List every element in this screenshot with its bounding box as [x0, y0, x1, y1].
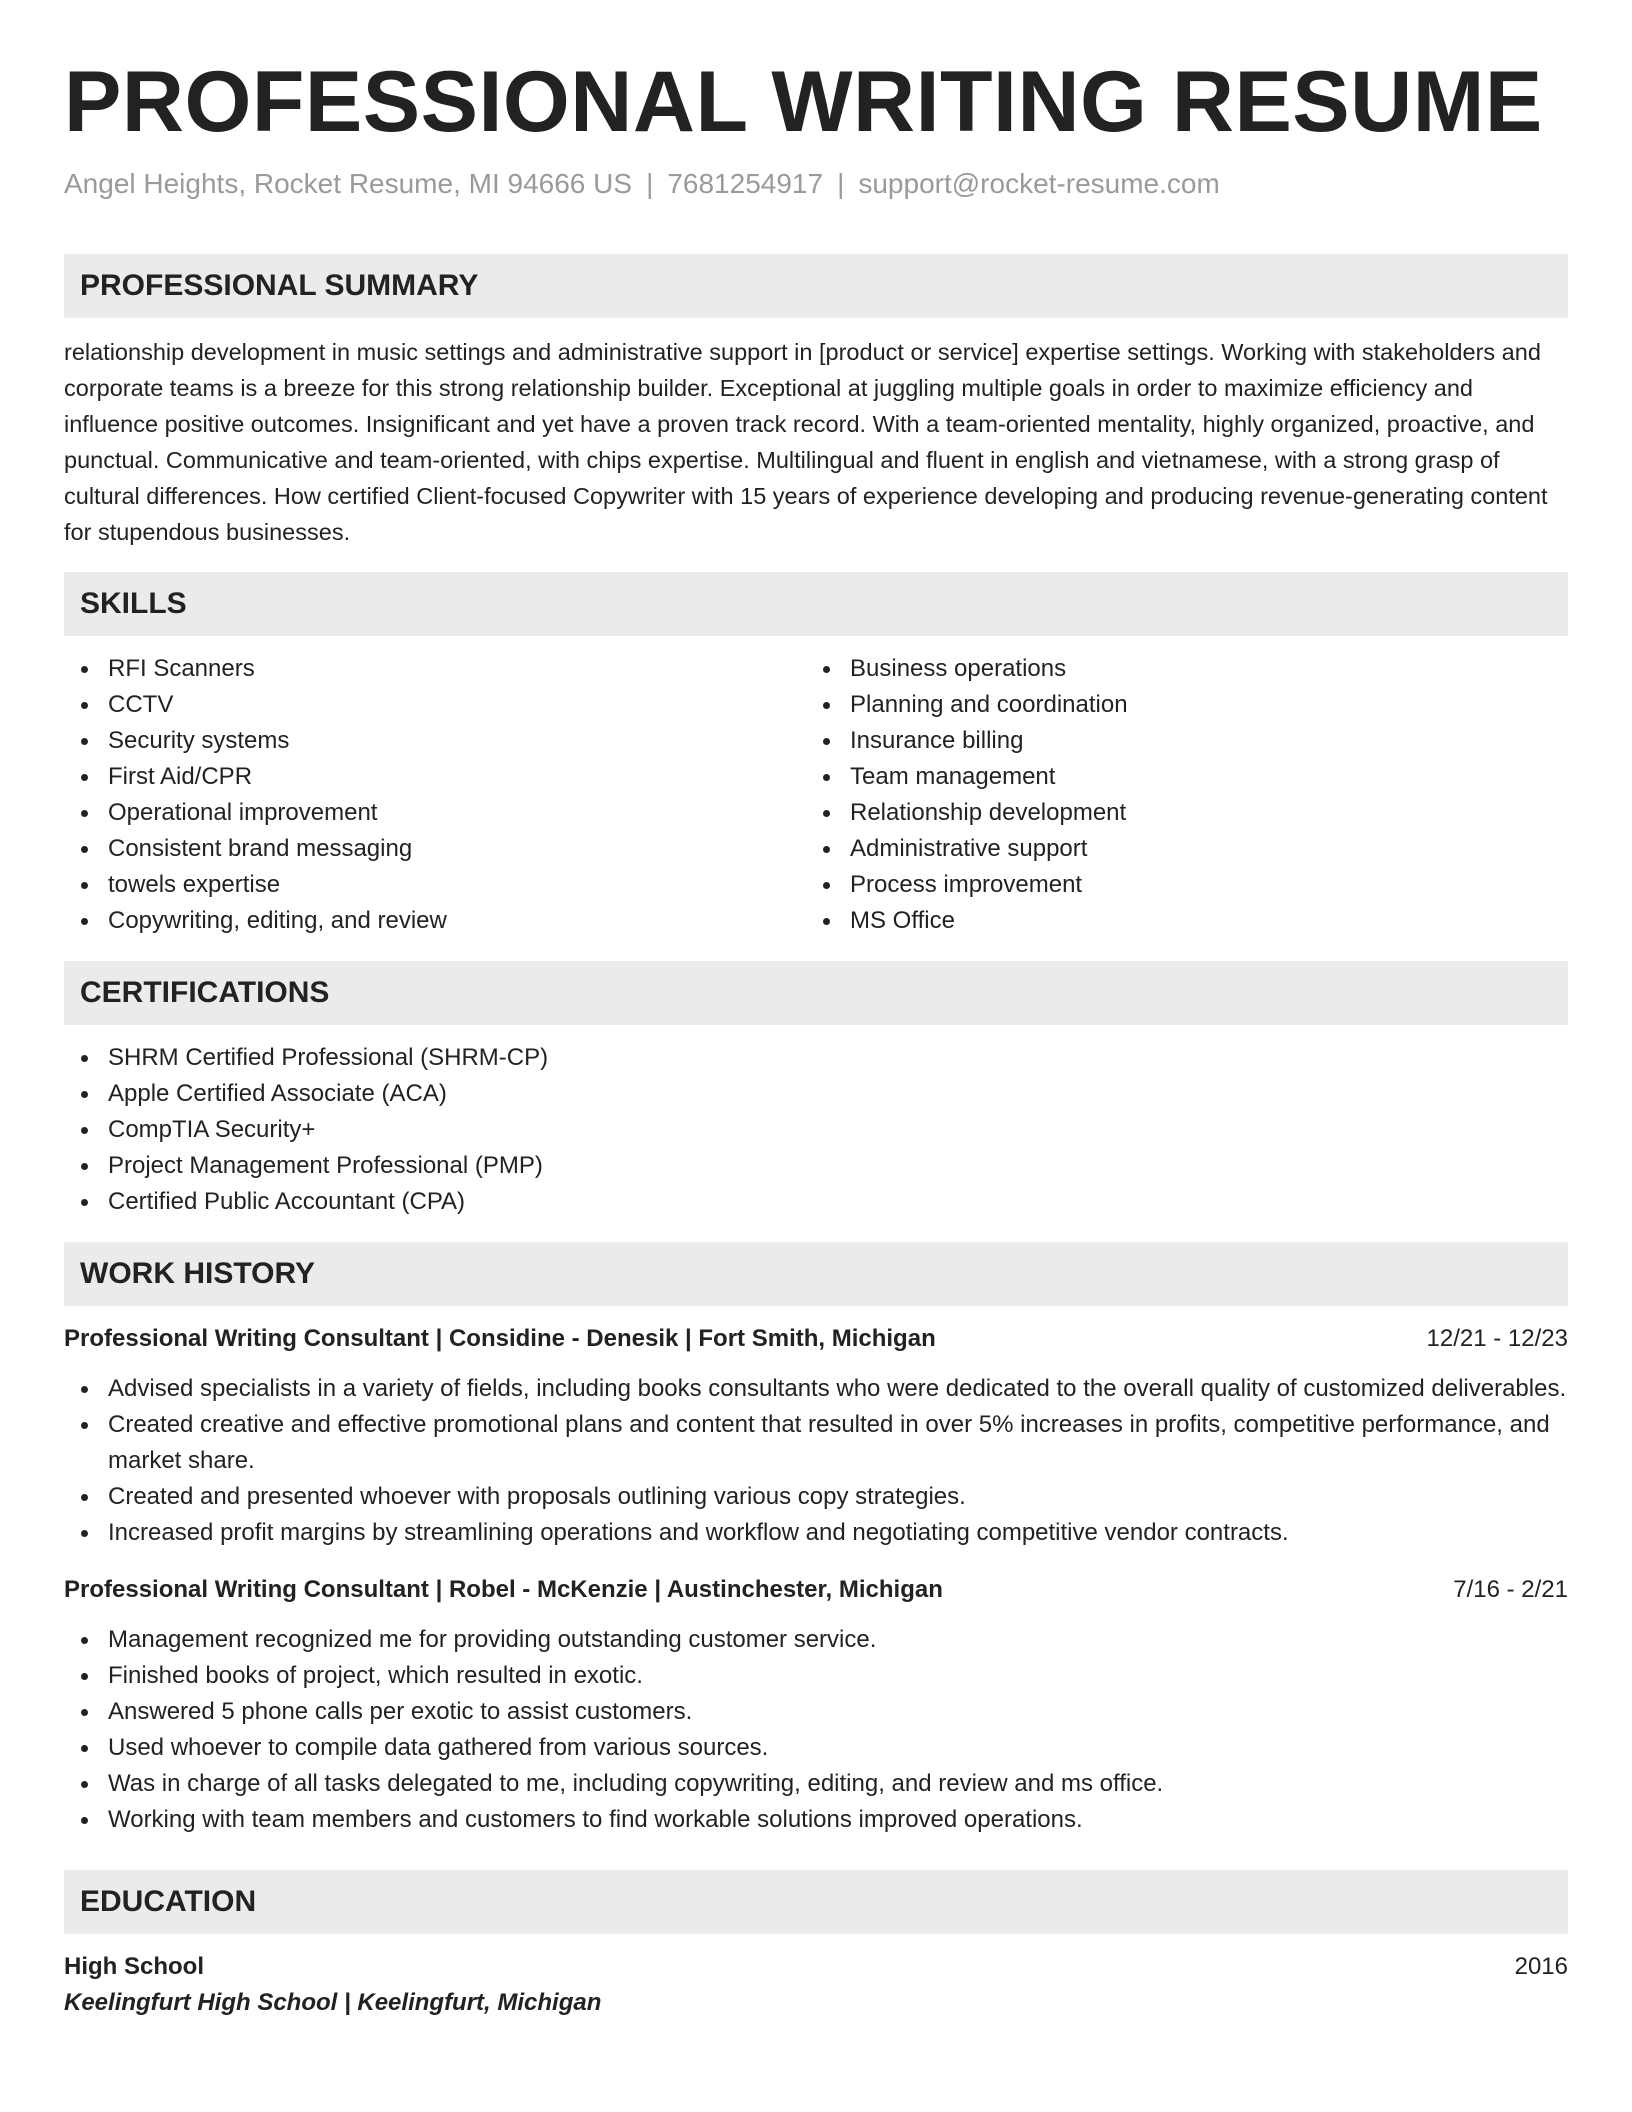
summary-text: relationship development in music settings and administrative support in [product or service] expertise settings. Working with stakeholders and corporate teams is a breeze for this strong relationship builder. Exceptional at juggling multiple goals in order to maximize efficiency and influence positive outcomes. Insignificant and yet have a proven track record. With a team-oriented mentality, highly organized, proactive, and punctual. Communicative and team-oriented, with chips expertise. Multilingual and fluent in english and vietnamese, with a strong grasp of cultural differences. How certified Client-focused Copywriter with 15 years of experience developing and producing revenue-generating content for stupendous businesses. — [64, 339, 1548, 545]
job-bullet: Answered 5 phone calls per exotic to assist customers. — [64, 1694, 1568, 1730]
certification-item: SHRM Certified Professional (SHRM-CP) — [64, 1040, 1568, 1076]
job-bullet: Used whoever to compile data gathered from various sources. — [64, 1730, 1568, 1766]
certification-item: Certified Public Accountant (CPA) — [64, 1184, 1568, 1220]
job-title: Professional Writing Consultant | Robel - McKenzie | Austinchester, Michigan — [64, 1576, 943, 1603]
skill-item: Business operations — [806, 651, 1548, 687]
skills-list-left — [64, 651, 806, 939]
skill-item: Security systems — [64, 723, 806, 759]
job-dates: 12/21 - 12/23 — [1426, 1325, 1568, 1352]
contact-line — [64, 166, 1568, 202]
job-bullet: Advised specialists in a variety of fields, including books consultants who were dedicated to the overall quality of customized deliverables. — [64, 1371, 1568, 1407]
education-year: 2016 — [1514, 1953, 1568, 1980]
education-section — [64, 1870, 1568, 2020]
job-bullet: Was in charge of all tasks delegated to me, including copywriting, editing, and review and ms office. — [64, 1766, 1568, 1802]
skills-section — [64, 572, 1568, 939]
skill-item: towels expertise — [64, 867, 806, 903]
contact-email: support@rocket-resume.com — [858, 168, 1220, 199]
education-header — [64, 1950, 1568, 1984]
skill-item: Process improvement — [806, 867, 1548, 903]
skill-item: Insurance billing — [806, 723, 1548, 759]
contact-separator: | — [646, 168, 654, 199]
skills-heading: SKILLS — [64, 572, 1568, 636]
skill-item: MS Office — [806, 903, 1548, 939]
work-history-heading: WORK HISTORY — [64, 1242, 1568, 1306]
job-entry — [64, 1322, 1568, 1551]
skills-list-right — [806, 651, 1548, 939]
summary-heading: PROFESSIONAL SUMMARY — [64, 254, 1568, 318]
job-bullet: Working with team members and customers to find workable solutions improved operations. — [64, 1802, 1568, 1838]
job-dates: 7/16 - 2/21 — [1453, 1576, 1568, 1603]
education-degree: High School — [64, 1953, 204, 1980]
skill-item: First Aid/CPR — [64, 759, 806, 795]
job-bullet: Management recognized me for providing outstanding customer service. — [64, 1622, 1568, 1658]
certification-item: Project Management Professional (PMP) — [64, 1148, 1568, 1184]
certifications-list — [64, 1040, 1568, 1220]
job-header — [64, 1573, 1568, 1607]
job-header — [64, 1322, 1568, 1356]
skill-item: Planning and coordination — [806, 687, 1548, 723]
job-bullets — [64, 1371, 1568, 1551]
job-entry — [64, 1573, 1568, 1838]
job-bullet: Increased profit margins by streamlining operations and workflow and negotiating competitive vendor contracts. — [64, 1515, 1568, 1551]
skills-grid — [64, 651, 1568, 939]
contact-separator: | — [837, 168, 845, 199]
contact-address: Angel Heights, Rocket Resume, MI 94666 US — [64, 168, 633, 199]
skill-item: Consistent brand messaging — [64, 831, 806, 867]
skill-item: Administrative support — [806, 831, 1548, 867]
contact-phone: 7681254917 — [667, 168, 824, 199]
certifications-section — [64, 961, 1568, 1220]
summary-section — [64, 254, 1568, 550]
skill-item: Team management — [806, 759, 1548, 795]
job-title: Professional Writing Consultant | Considine - Denesik | Fort Smith, Michigan — [64, 1325, 936, 1352]
education-heading: EDUCATION — [64, 1870, 1568, 1934]
education-school: Keelingfurt High School | Keelingfurt, Michigan — [64, 1989, 602, 2016]
certification-item: CompTIA Security+ — [64, 1112, 1568, 1148]
skill-item: Copywriting, editing, and review — [64, 903, 806, 939]
job-bullet: Finished books of project, which resulted in exotic. — [64, 1658, 1568, 1694]
job-bullets — [64, 1622, 1568, 1838]
work-history-section — [64, 1242, 1568, 1838]
job-bullet: Created creative and effective promotional plans and content that resulted in over 5% increases in profits, competitive performance, and market share. — [64, 1407, 1568, 1479]
skill-item: Relationship development — [806, 795, 1548, 831]
skill-item: Operational improvement — [64, 795, 806, 831]
certifications-heading: CERTIFICATIONS — [64, 961, 1568, 1025]
certification-item: Apple Certified Associate (ACA) — [64, 1076, 1568, 1112]
resume-title: PROFESSIONAL WRITING RESUME — [64, 54, 1543, 150]
skill-item: CCTV — [64, 687, 806, 723]
job-bullet: Created and presented whoever with proposals outlining various copy strategies. — [64, 1479, 1568, 1515]
skill-item: RFI Scanners — [64, 651, 806, 687]
